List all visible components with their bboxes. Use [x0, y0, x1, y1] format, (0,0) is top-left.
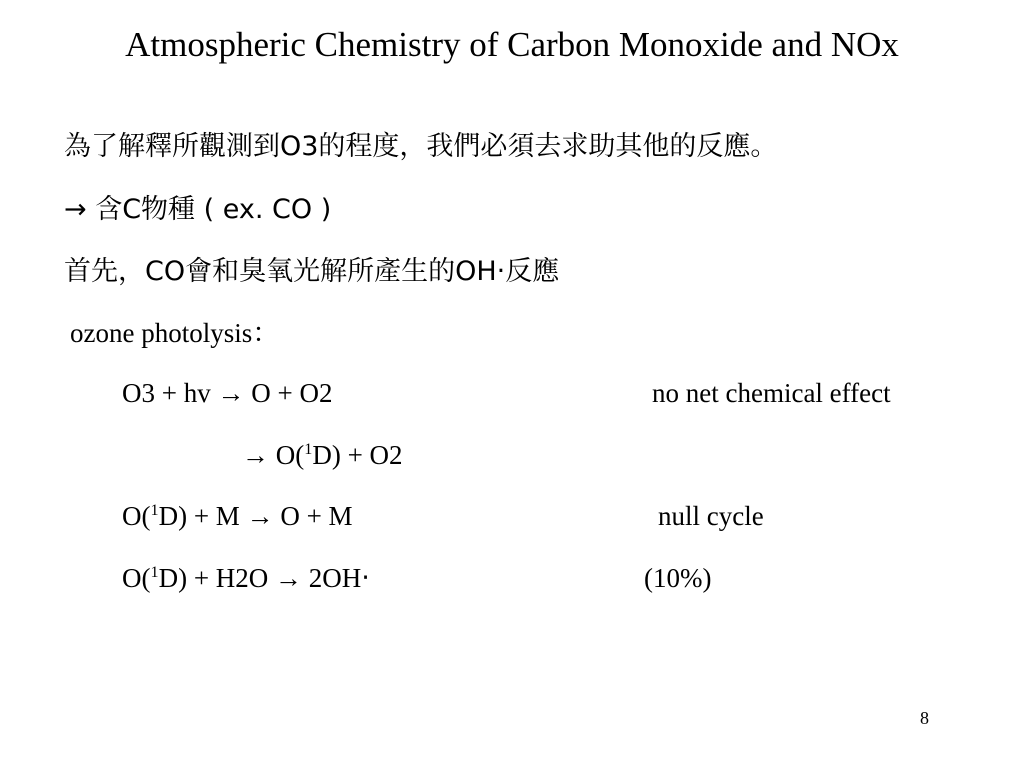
- eq2-part1: → O(: [242, 440, 305, 470]
- carbon-species-line: → 含C物種 ( ex. CO ): [64, 194, 332, 225]
- eq2-superscript: 1: [304, 440, 313, 458]
- equation-oh-formation: [122, 561, 370, 595]
- equation-ozone-photolysis: O3 + hv → O + O2: [122, 378, 333, 408]
- equation-excited-oxygen: [242, 438, 403, 472]
- eq4-part2: D) + H2O → 2OH‧: [158, 563, 370, 593]
- ozone-photolysis-heading: ozone photolysis：: [70, 318, 280, 348]
- page-number: 8: [920, 708, 929, 728]
- slide-title: Atmospheric Chemistry of Carbon Monoxide and NOx: [125, 25, 899, 64]
- co-oh-reaction-line: 首先，CO會和臭氧光解所產生的OH‧反應: [64, 256, 560, 287]
- equation-quenching: [122, 499, 353, 533]
- note-no-net-effect: no net chemical effect: [652, 378, 891, 408]
- intro-line: 為了解釋所觀測到O3的程度，我們必須去求助其他的反應。: [64, 131, 778, 162]
- eq3-part2: D) + M → O + M: [158, 501, 353, 531]
- eq4-superscript: 1: [150, 563, 159, 581]
- eq3-part1: O(: [122, 501, 151, 531]
- note-ten-percent: (10%): [644, 563, 712, 593]
- eq4-part1: O(: [122, 563, 151, 593]
- eq2-part2: D) + O2: [312, 440, 403, 470]
- eq3-superscript: 1: [150, 501, 159, 519]
- note-null-cycle: null cycle: [658, 501, 764, 531]
